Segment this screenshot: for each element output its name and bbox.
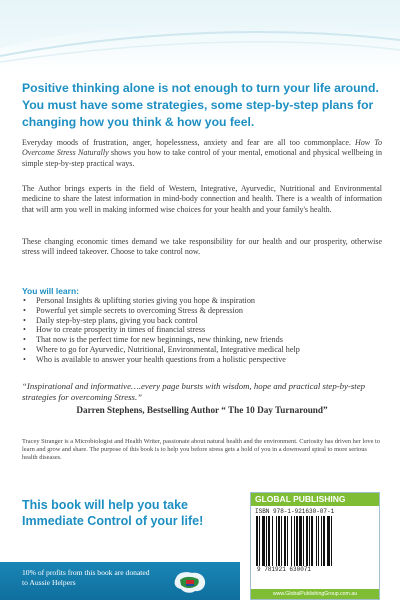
learn-label: You will learn:: [22, 286, 79, 296]
learn-item: • How to create prosperity in times of financial stress: [22, 325, 382, 335]
testimonial-quote: “Inspirational and informative….every page bursts with wisdom, hope and practical step-by-step strategies for overcoming Stress.”: [22, 381, 366, 402]
intro-text-end: shows you how to take control of your mental, emotional and physical wellbeing in simple step-by-step practical ways.: [22, 148, 382, 168]
aussie-helpers-logo-icon: [170, 568, 210, 596]
book-title: How To Overcome Stress Naturally: [22, 138, 383, 158]
learn-item: • Where to go for Ayurvedic, Nutritional, Environmental, Integrative medical help: [22, 345, 382, 355]
experts-paragraph: The Author brings experts in the field of Western, Integrative, Ayurvedic, Nutritional and Environmental medicine to share the latest information in mind-body connection and health. There is a wealth of information that will arm you well in making informed wise choices for your health and your family's health.: [22, 184, 382, 214]
barcode-number: 9 781921 630071: [257, 566, 312, 573]
call-to-action: This book will help you take Immediate Control of your life!: [22, 498, 204, 528]
author-bio: Tracey Stranger is a Microbiologist and Health Writer, passionate about natural health and the environment. Curiosity has driven her love to learn and grow and share. The purpose of this book is to help you before stress gets a hold of you in a downward spiral to more serious health diseases.: [22, 438, 380, 462]
learn-list: [22, 296, 382, 365]
publisher-name: GLOBAL PUBLISHING: [251, 493, 379, 506]
headline: Positive thinking alone is not enough to turn your life around. You must have some strategies, some step-by-step plans for changing how you think & how you feel.: [22, 81, 379, 129]
learn-item: • Daily step-by-step plans, giving you back control: [22, 316, 382, 326]
intro-paragraph: [22, 138, 382, 169]
swoosh-decoration: [0, 0, 400, 70]
testimonial-author: Darren Stephens, Bestselling Author “ The 10 Day Turnaround”: [76, 405, 328, 415]
learn-item: • Personal Insights & uplifting stories giving you hope & inspiration: [22, 296, 382, 306]
learn-item: • Powerful yet simple secrets to overcoming Stress & depression: [22, 306, 382, 316]
top-decorative-band: [0, 0, 400, 70]
economic-paragraph: These changing economic times demand we take responsibility for our health and our prosperity, otherwise stress will indeed takeover. Choose to take control now.: [22, 237, 382, 257]
learn-item: • Who is available to answer your health questions from a holistic perspective: [22, 355, 382, 365]
publisher-barcode-panel: [250, 492, 380, 600]
publisher-url: www.GlobalPublishingGroup.com.au: [251, 589, 379, 599]
donation-note: 10% of profits from this book are donated to Aussie Helpers: [22, 568, 150, 587]
learn-item: • That now is the perfect time for new beginnings, new thinking, new friends: [22, 335, 382, 345]
intro-text-start: Everyday moods of frustration, anger, hopelessness, anxiety and fear are all too commonplace.: [22, 138, 356, 147]
barcode-icon: [255, 516, 375, 566]
isbn-label: ISBN 978-1-921630-07-1: [255, 508, 335, 515]
